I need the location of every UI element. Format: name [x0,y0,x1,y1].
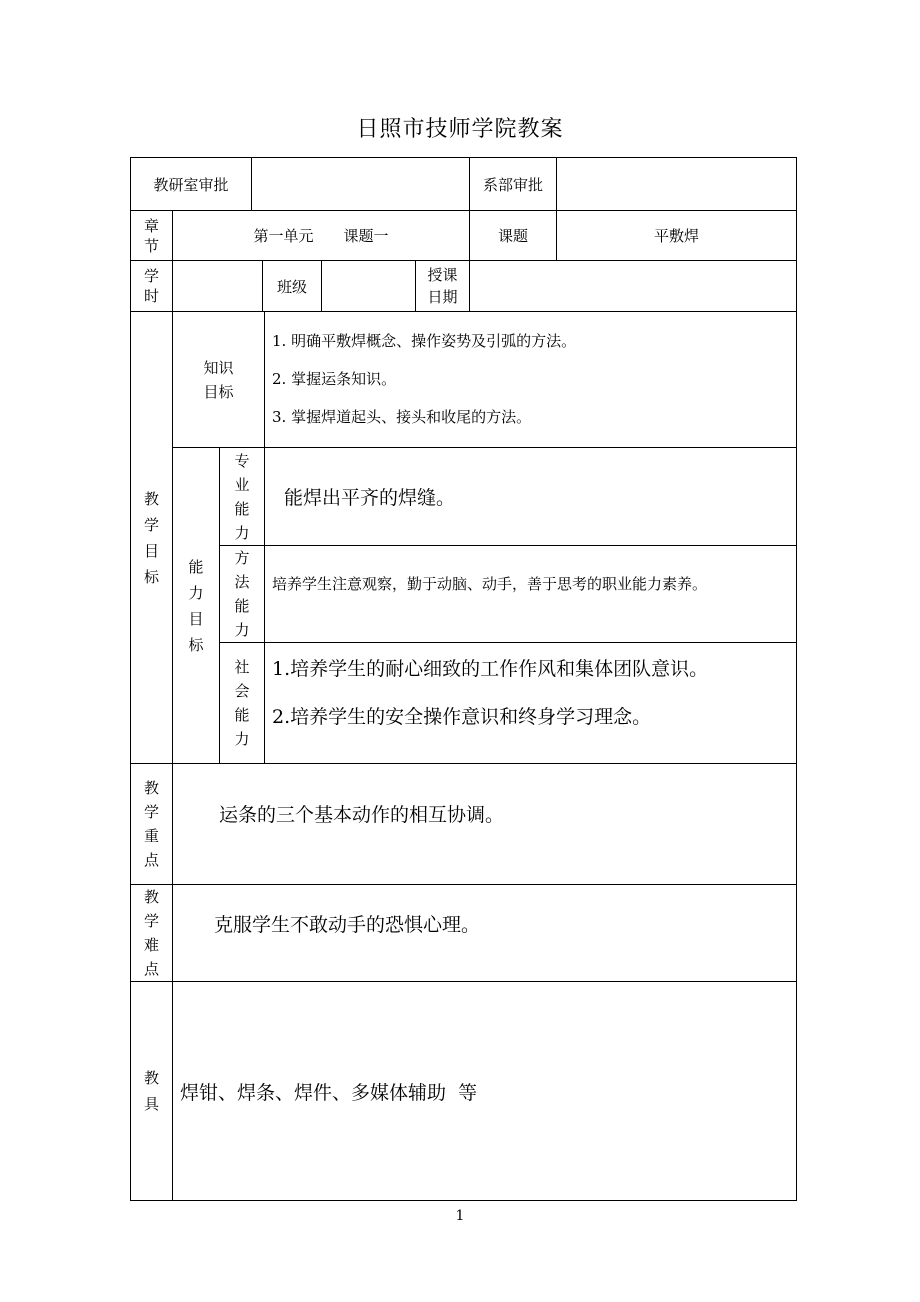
topic-value: 平敷焊 [653,227,699,245]
hours-value [173,261,262,311]
hours-label: 学 时 [143,267,159,305]
key-points-label: 教 学 重 点 [143,779,159,869]
objectives-label: 教 学 目 标 [143,489,159,586]
class-label: 班级 [276,277,307,296]
dept-approval-value [557,158,796,210]
topic-label: 课题 [497,227,528,245]
key-points-value: 运条的三个基本动作的相互协调。 [219,803,505,826]
knowledge-objective-label: 知识 目标 [203,358,234,401]
professional-ability-label: 专 业 能 力 [234,451,250,542]
difficulties-label: 教 学 难 点 [143,888,159,978]
knowledge-objective-list [272,318,792,440]
date-label: 授课 日期 [427,266,458,306]
chapter-label: 章 节 [143,216,159,255]
ability-objective-label: 能 力 目 标 [188,557,204,654]
list-item: 1. 明确平敷焊概念、操作姿势及引弧的方法。 [272,332,577,350]
difficulties-value: 克服学生不敢动手的恐惧心理。 [214,913,481,936]
tools-value: 焊钳、焊条、焊件、多媒体辅助 等 [180,1081,478,1104]
list-item: 2. 掌握运条知识。 [272,370,397,388]
social-ability-label: 社 会 能 力 [234,658,250,748]
list-item: 1.培养学生的耐心细致的工作作风和集体团队意识。 [272,658,709,680]
chapter-value: 第一单元 课题一 [253,227,389,245]
list-item: 2.培养学生的安全操作意识和终身学习理念。 [272,706,652,728]
social-ability-list [272,643,794,743]
method-ability-value: 培养学生注意观察，勤于动脑、动手，善于思考的职业能力素养。 [272,574,708,593]
method-ability-label: 方 法 能 力 [234,549,250,639]
list-item: 3. 掌握焊道起头、接头和收尾的方法。 [272,408,532,426]
tools-label: 教 具 [143,1069,159,1113]
office-approval-value [252,158,469,210]
dept-approval-label: 系部审批 [482,175,543,194]
page-title: 日照市技师学院教案 [356,117,564,142]
page-number: 1 [455,1208,465,1224]
office-approval-label: 教研室审批 [153,175,229,194]
date-value [470,261,796,311]
professional-ability-value: 能焊出平齐的焊缝。 [284,487,456,509]
class-value [322,261,415,311]
